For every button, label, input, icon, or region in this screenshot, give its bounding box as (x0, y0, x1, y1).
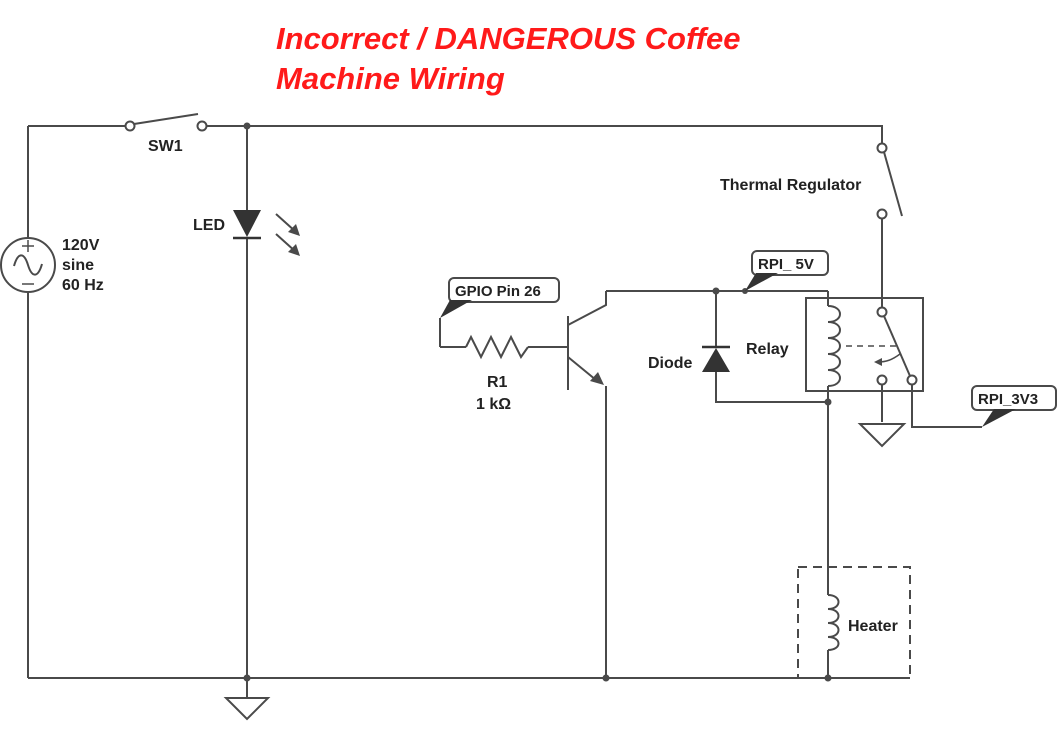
ground-symbol-relay (860, 424, 904, 446)
rpi5v-tag-label: RPI_ 5V (758, 256, 814, 273)
resistor-name-label: R1 (487, 374, 508, 391)
source-label-1: 120V (62, 237, 100, 254)
title-line-1: Incorrect / DANGEROUS Coffee (276, 21, 741, 56)
led-label: LED (193, 217, 225, 234)
transistor-emitter-arrow (590, 372, 604, 385)
heater-label: Heater (848, 618, 898, 635)
switch-sw1 (126, 114, 207, 131)
resistor-value-label: 1 kΩ (476, 396, 512, 413)
resistor-r1 (466, 337, 528, 357)
sw1-label: SW1 (148, 138, 183, 155)
diode-label: Diode (648, 355, 693, 372)
relay-label: Relay (746, 341, 789, 358)
diode-symbol (702, 347, 730, 372)
ground-symbol-main (226, 698, 268, 719)
source-label-3: 60 Hz (62, 277, 104, 294)
thermal-regulator-label: Thermal Regulator (720, 177, 862, 194)
thermal-regulator-switch (878, 144, 903, 219)
relay-box (806, 298, 923, 391)
led-symbol (233, 210, 300, 256)
title-line-2: Machine Wiring (276, 61, 505, 96)
gpio-tag-label: GPIO Pin 26 (455, 283, 541, 300)
ac-source (1, 238, 55, 292)
source-label-2: sine (62, 257, 95, 274)
rpi3v3-tag-label: RPI_3V3 (978, 391, 1039, 408)
